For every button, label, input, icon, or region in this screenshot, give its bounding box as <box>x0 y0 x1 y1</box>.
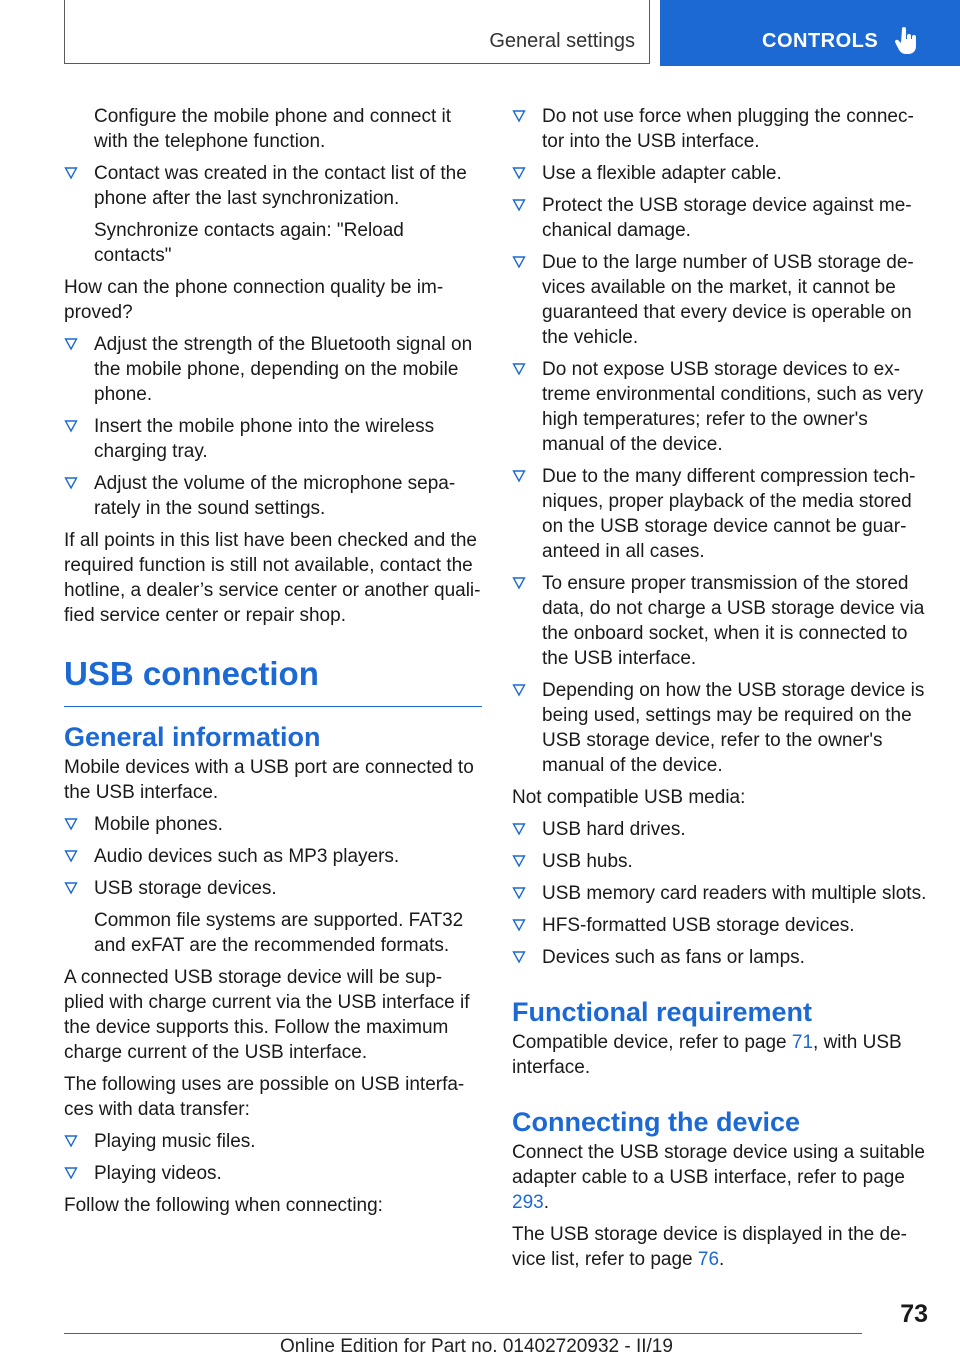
triangle-bullet-icon <box>512 108 526 124</box>
section-header-box <box>64 0 650 64</box>
footer-divider <box>64 1333 862 1334</box>
list-item <box>64 1161 482 1186</box>
paragraph: The following uses are possible on USB interfa‐ces with data transfer: <box>64 1074 465 1120</box>
triangle-bullet-icon <box>64 1133 78 1149</box>
list-item <box>512 464 930 564</box>
list-item-text: Playing music files. <box>94 1131 256 1152</box>
triangle-bullet-icon <box>64 816 78 832</box>
chapter-tab <box>660 0 960 66</box>
triangle-bullet-icon <box>64 1165 78 1181</box>
right-column <box>512 104 930 1279</box>
subsection-heading: Connecting the device <box>512 1107 801 1137</box>
triangle-bullet-icon <box>512 885 526 901</box>
chapter-tab-label: CONTROLS <box>762 30 879 52</box>
list-item-text: Do not expose USB storage devices to ex‐treme environmental conditions, such as very high temperatures; refer to the owner's manual of the device. <box>542 359 924 455</box>
paragraph-text: . <box>719 1249 725 1270</box>
list-item-text: USB memory card readers with multiple slots. <box>542 883 927 904</box>
paragraph: Not compatible USB media: <box>512 787 746 808</box>
paragraph-text: , with USB interface. <box>512 1032 902 1078</box>
list-item <box>64 812 482 837</box>
list-item-text: Depending on how the USB storage device is being used, settings may be required on the USB storage device, refer to the owner's manual of the device. <box>542 680 925 776</box>
paragraph: Mobile devices with a USB port are connected to the USB interface. <box>64 757 474 803</box>
list-item-text: USB hard drives. <box>542 819 686 840</box>
list-item-text: Protect the USB storage device against me‐chanical damage. <box>542 195 912 241</box>
edition-info: Online Edition for Part no. 01402720932 - II/19 <box>280 1336 673 1357</box>
list-item <box>64 1129 482 1154</box>
list-item <box>512 250 930 350</box>
paragraph-text: The USB storage device is displayed in the de‐vice list, refer to page <box>512 1224 907 1270</box>
triangle-bullet-icon <box>512 949 526 965</box>
list-item-text: Devices such as fans or lamps. <box>542 947 805 968</box>
paragraph <box>512 1222 930 1272</box>
list-item <box>64 161 482 268</box>
list-item <box>64 471 482 521</box>
triangle-bullet-icon <box>512 197 526 213</box>
list-item <box>512 571 930 671</box>
list-item-text: Playing videos. <box>94 1163 222 1184</box>
list-item <box>512 881 930 906</box>
paragraph-text: Connect the USB storage device using a suitable adapter cable to a USB interface, refer to page <box>512 1142 925 1188</box>
list-item <box>64 332 482 407</box>
list-item-text: Adjust the strength of the Bluetooth signal on the mobile phone, depending on the mobile phone. <box>94 334 473 405</box>
list-item <box>64 414 482 464</box>
list-item <box>512 913 930 938</box>
triangle-bullet-icon <box>512 575 526 591</box>
page-link-76[interactable]: 76 <box>697 1249 720 1270</box>
paragraph: Follow the following when connecting: <box>64 1195 383 1216</box>
triangle-bullet-icon <box>512 468 526 484</box>
triangle-bullet-icon <box>512 254 526 270</box>
list-item <box>512 357 930 457</box>
list-item-text: Contact was created in the contact list of the phone after the last synchronization. <box>94 163 467 209</box>
subsection-heading: General information <box>64 722 321 752</box>
triangle-bullet-icon <box>64 880 78 896</box>
left-column <box>64 104 482 1225</box>
list-item <box>512 104 930 154</box>
paragraph-text: . <box>543 1192 549 1213</box>
list-item-text: Use a flexible adapter cable. <box>542 163 782 184</box>
paragraph: If all points in this list have been checked and the required function is still not available, contact the hotline, a dealer’s service center or another quali‐fied service center or repair shop. <box>64 530 481 626</box>
list-item <box>64 844 482 869</box>
triangle-bullet-icon <box>512 361 526 377</box>
page-number: 73 <box>900 1300 928 1328</box>
list-item <box>512 849 930 874</box>
triangle-bullet-icon <box>64 475 78 491</box>
list-item-text: USB hubs. <box>542 851 633 872</box>
list-item-text: Due to the large number of USB storage de‐vices available on the market, it cannot be guaranteed that every device is operable on the vehicle. <box>542 252 914 348</box>
triangle-bullet-icon <box>64 418 78 434</box>
list-item-subtext: Synchronize contacts again: "Reload contacts" <box>94 220 404 266</box>
list-item <box>512 945 930 970</box>
page-link-293[interactable]: 293 <box>512 1192 544 1213</box>
triangle-bullet-icon <box>512 853 526 869</box>
list-item <box>512 817 930 842</box>
list-item-text: Insert the mobile phone into the wireless charging tray. <box>94 416 435 462</box>
paragraph <box>512 1140 930 1215</box>
list-item-text: HFS-formatted USB storage devices. <box>542 915 855 936</box>
hand-pointer-icon <box>894 26 920 56</box>
triangle-bullet-icon <box>64 336 78 352</box>
list-item-text: Adjust the volume of the microphone sepa‐rately in the sound settings. <box>94 473 456 519</box>
list-item-subtext: Common file systems are supported. FAT32 and exFAT are the recommended formats. <box>94 910 464 956</box>
paragraph: Configure the mobile phone and connect it with the telephone function. <box>94 106 452 152</box>
page-header <box>0 0 960 66</box>
section-title: General settings <box>489 30 635 52</box>
triangle-bullet-icon <box>512 682 526 698</box>
triangle-bullet-icon <box>64 848 78 864</box>
subsection-heading: Functional requirement <box>512 997 813 1027</box>
paragraph-text: Compatible device, refer to page <box>512 1032 792 1053</box>
list-item <box>512 678 930 778</box>
triangle-bullet-icon <box>512 165 526 181</box>
paragraph <box>512 1030 930 1080</box>
triangle-bullet-icon <box>512 821 526 837</box>
list-item <box>512 193 930 243</box>
list-item <box>512 161 930 186</box>
paragraph: How can the phone connection quality be im‐proved? <box>64 277 444 323</box>
list-item-text: Mobile phones. <box>94 814 223 835</box>
list-item <box>64 876 482 958</box>
list-item-text: Audio devices such as MP3 players. <box>94 846 400 867</box>
paragraph: A connected USB storage device will be sup‐plied with charge current via the USB interface if the device supports this. Follow the maximum charge current of the USB interface. <box>64 967 470 1063</box>
page-link-71[interactable]: 71 <box>791 1032 814 1053</box>
list-item-text: Due to the many different compression tech‐niques, proper playback of the media stored on the USB storage device cannot be guar‐anteed in all cases. <box>542 466 916 562</box>
list-item-text: USB storage devices. <box>94 878 277 899</box>
section-heading: USB connection <box>64 654 482 707</box>
list-item-text: To ensure proper transmission of the stored data, do not charge a USB storage device via the onboard socket, when it is connected to the USB interface. <box>542 573 925 669</box>
triangle-bullet-icon <box>512 917 526 933</box>
list-item-text: Do not use force when plugging the connec‐tor into the USB interface. <box>542 106 914 152</box>
triangle-bullet-icon <box>64 165 78 181</box>
